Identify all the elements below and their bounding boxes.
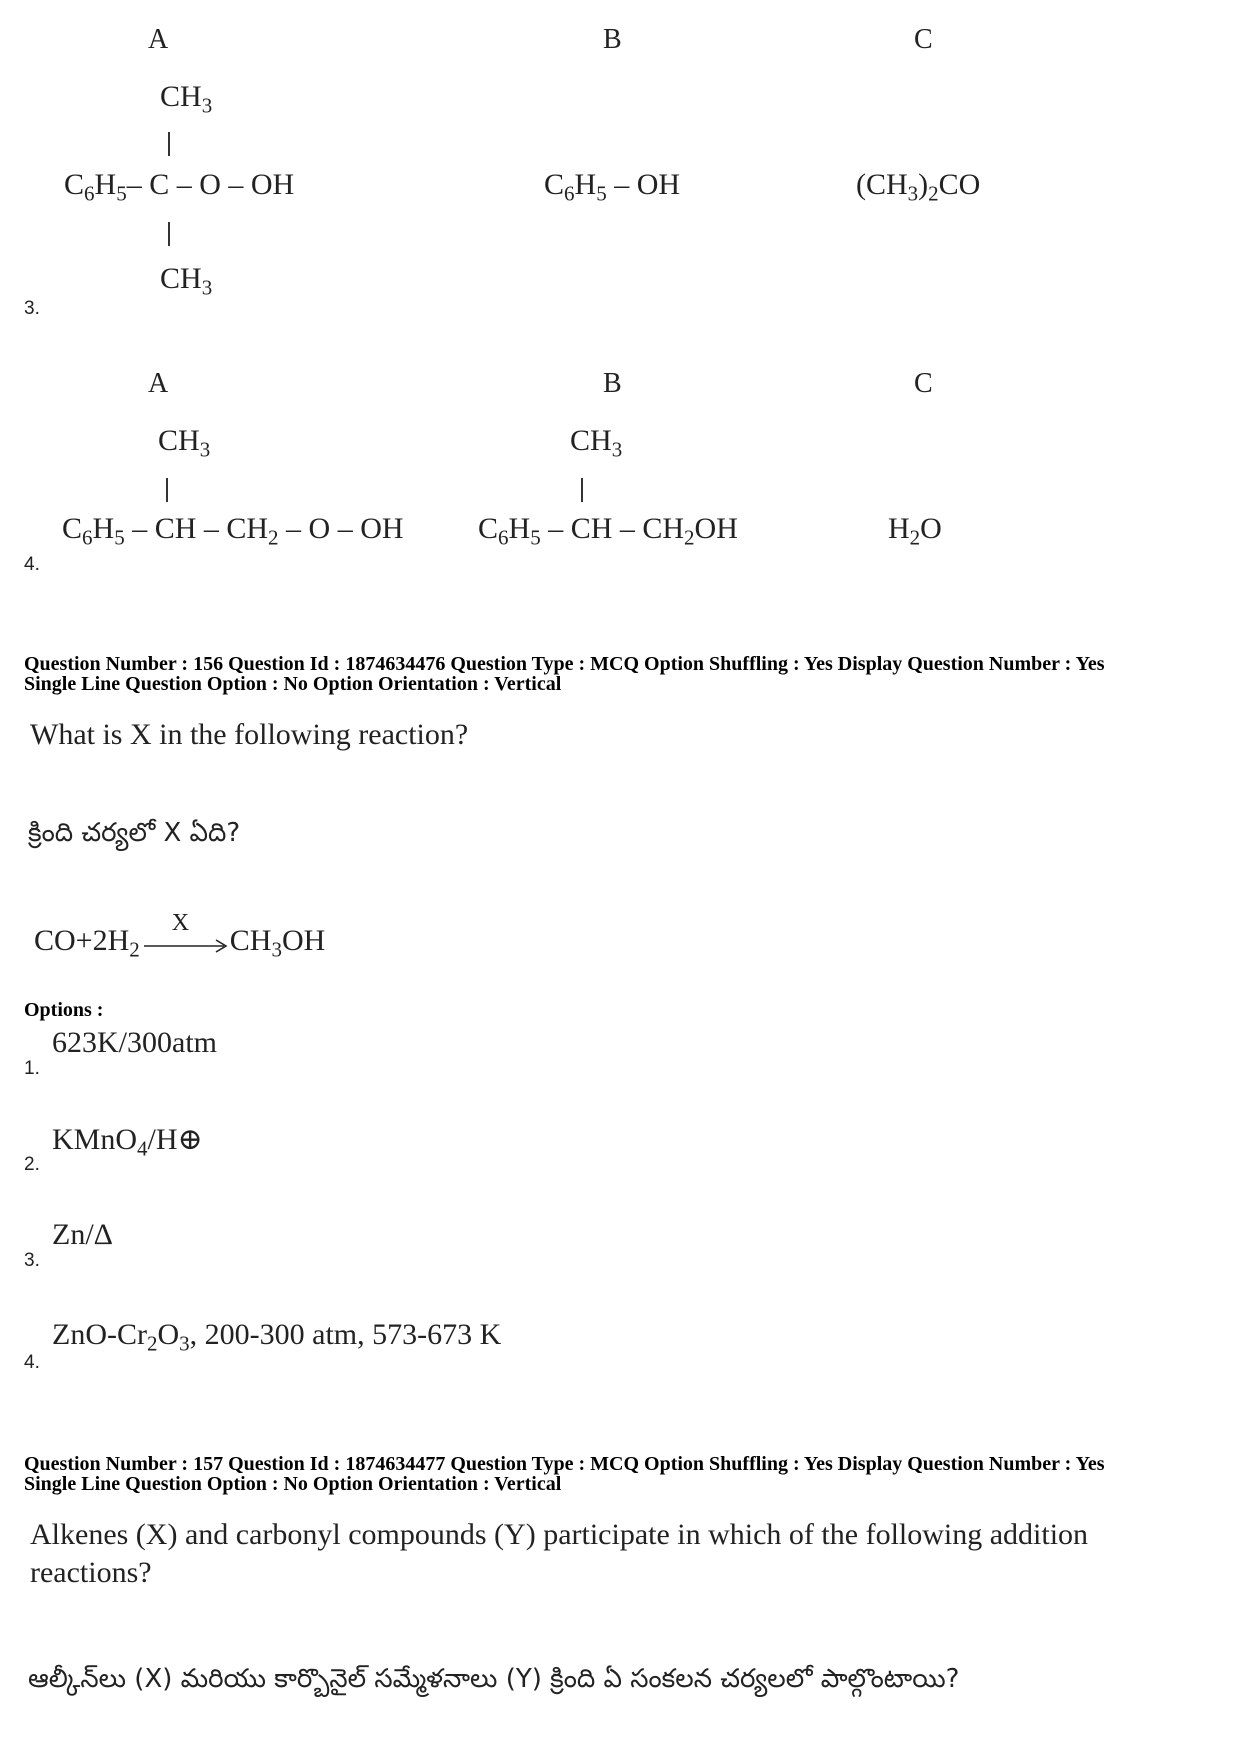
q156-option-1-number: 1. [24, 1058, 40, 1079]
q156-option-3-text[interactable]: Zn/Δ [52, 1218, 113, 1251]
q156-header-line2: Single Line Question Option : No Option Orientation : Vertical [24, 673, 562, 695]
option4-number: 4. [24, 554, 40, 575]
q157-question-english-line2: reactions? [30, 1556, 152, 1589]
option3-label-b: B [603, 24, 622, 55]
q156-reaction-equation [34, 910, 326, 962]
option3-label-a: A [148, 24, 169, 55]
bond-line [168, 132, 170, 156]
q156-option-2-text[interactable]: KMnO$_4$/H⊕ [52, 1123, 203, 1161]
bond-line [166, 478, 168, 502]
option3-c-structure: $(CH_3)_2CO$ [856, 168, 981, 206]
option3-label-c: C [914, 24, 933, 55]
option4-label-b: B [603, 368, 622, 399]
option3-number: 3. [24, 298, 40, 319]
bond-line [581, 478, 583, 502]
q157-question-english-line1: Alkenes (X) and carbonyl compounds (Y) participate in which of the following addition [30, 1518, 1089, 1551]
q157-header-line1: Question Number : 157 Question Id : 1874634477 Question Type : MCQ Option Shuffling : Yes Display Question Number : Yes [24, 1453, 1105, 1475]
option4-label-a: A [148, 368, 169, 399]
reaction-arrow-label: X [171, 910, 190, 937]
option3-a-top-methyl: $CH_3$ [160, 80, 213, 118]
q156-option-4-number: 4. [24, 1352, 40, 1373]
option3-b-structure: $C_6H_5$ – OH [544, 168, 681, 206]
q156-question-english: What is X in the following reaction? [30, 718, 469, 751]
q156-header-line1: Question Number : 156 Question Id : 1874634476 Question Type : MCQ Option Shuffling : Yes Display Question Number : Yes [24, 653, 1105, 675]
q156-option-3-number: 3. [24, 1250, 40, 1271]
bond-line [168, 222, 170, 246]
option4-b-top-methyl: $CH_3$ [570, 424, 623, 462]
q157-header-line2: Single Line Question Option : No Option Orientation : Vertical [24, 1473, 562, 1495]
option3-a-bottom-methyl: $CH_3$ [160, 262, 213, 300]
reaction-product: $CH_3OH$ [229, 924, 326, 962]
reaction-reactants: $CO+2H_2$ [34, 924, 140, 962]
option4-a-structure: $C_6H_5$ – CH – $CH_2$ – O – OH [62, 512, 404, 550]
q156-option-2-number: 2. [24, 1154, 40, 1175]
option4-a-top-methyl: $CH_3$ [158, 424, 211, 462]
option4-c-structure: $H_2O$ [888, 512, 942, 550]
q156-option-4-text[interactable]: ZnO-$Cr_2O_3$, 200-300 atm, 573-673 K [52, 1318, 502, 1356]
option4-b-structure: $C_6H_5$ – CH – $CH_2OH$ [478, 512, 738, 550]
right-arrow-icon [140, 930, 230, 960]
reaction-arrow [140, 910, 230, 958]
q156-question-telugu: క్రింది చర్యలో X ఏది? [28, 818, 241, 848]
option4-label-c: C [914, 368, 933, 399]
q156-options-label: Options : [24, 999, 104, 1021]
q156-option-1-text[interactable]: 623K/300atm [52, 1026, 217, 1059]
q157-question-telugu: ఆల్కీన్‌లు (X) మరియు కార్బొనైల్ సమ్మేళనాలు (Y) క్రింది ఏ సంకలన చర్యలలో పాల్గొంటాయి? [28, 1664, 960, 1694]
option3-a-structure: $C_6H_5-$ C – O – OH [64, 168, 295, 206]
